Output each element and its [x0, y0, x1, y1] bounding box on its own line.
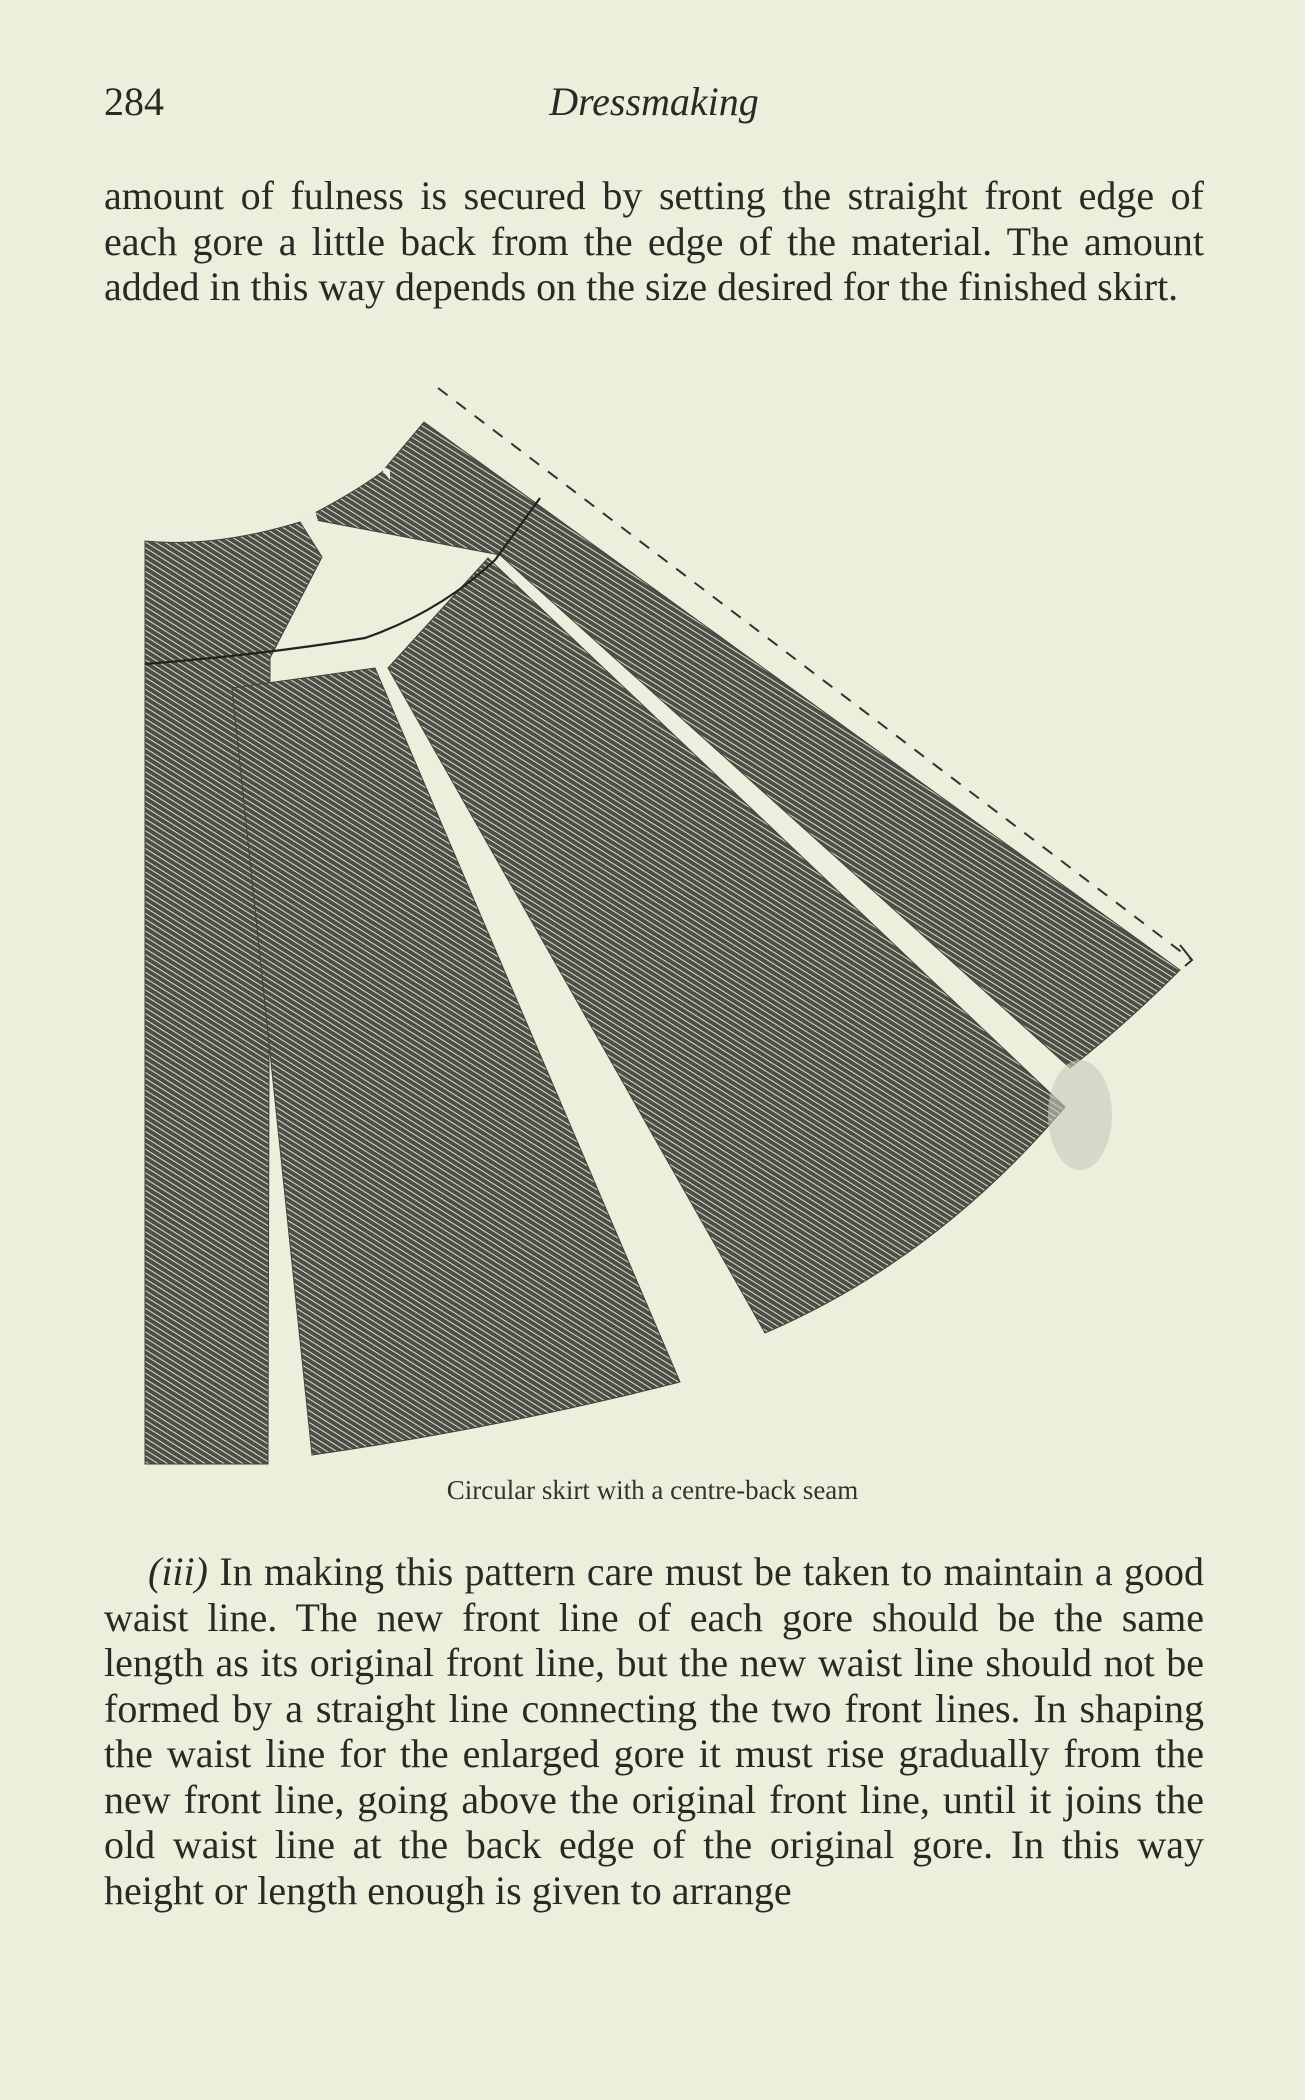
gore-notch-1: [300, 510, 327, 557]
paragraph-2-text: In making this pattern care must be taken to maintain a good waist line. The new front line of each gore should be the same length as its original front line, but the new waist line should not be formed by a straight line connecting the two front lines. In shaping the waist line for the enlarged gore it must rise gradually from the new front line, going above the original front line, until it joins the old waist line at the back edge of the original gore. In this way height or length enough is given to arrange: [104, 1549, 1204, 1913]
gore-3: [305, 422, 1180, 1068]
gore-1: [232, 668, 680, 1455]
gore-center-back: [145, 522, 322, 1464]
figure-caption: Circular skirt with a centre-back seam: [446, 1475, 859, 1505]
print-smudge: [1048, 1060, 1112, 1170]
running-title: Dressmaking: [549, 79, 759, 124]
page-number: 284: [104, 79, 164, 124]
dashed-line-end-tick: [1180, 945, 1192, 966]
original-front-dashed-line: [438, 388, 1192, 960]
gore-2: [388, 558, 1065, 1333]
paragraph-2: [104, 1549, 1204, 1913]
page-header: [104, 78, 1204, 138]
waist-line: [145, 498, 540, 664]
paragraph-2-label: (iii): [148, 1549, 208, 1594]
gore-notch-2: [378, 465, 390, 480]
paragraph-1: amount of fulness is secured by setting the straight front edge of each gore a little back from the edge of the material. The amount added in this way depends on the size desired for the finished skirt.: [104, 173, 1204, 309]
